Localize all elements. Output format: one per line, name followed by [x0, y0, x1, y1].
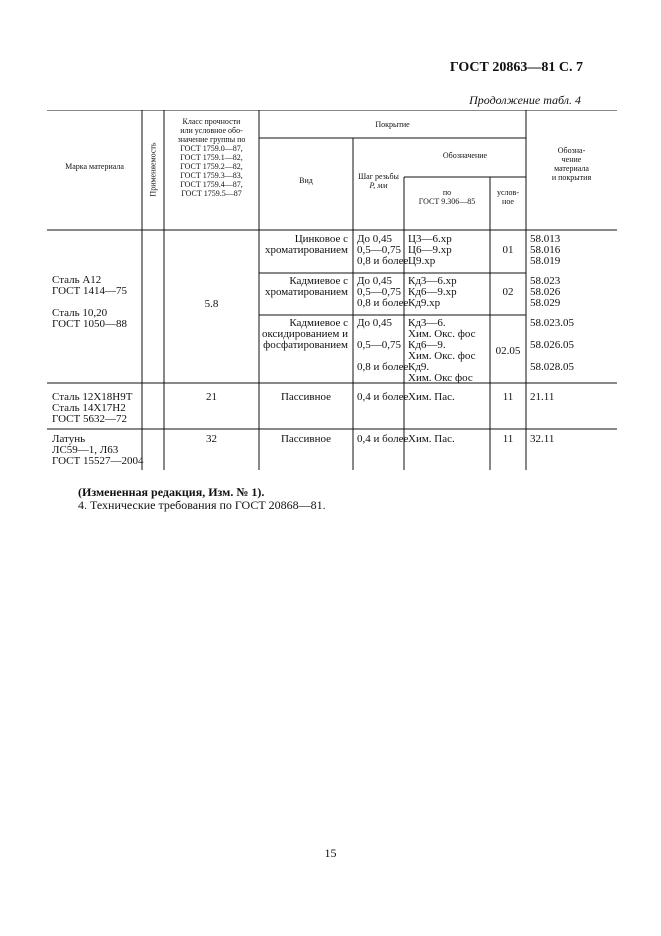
gost-cadmium-ox-1: Кд3—6.: [408, 317, 446, 329]
gost-cadmium-ox-2: Хим. Окс. фос: [408, 328, 476, 340]
material-stainless-2: Сталь 14Х17Н2: [52, 402, 126, 414]
header-kind: Вид: [299, 176, 313, 185]
gost-cadmium-3: Кд9.хр: [408, 297, 441, 309]
gost-cadmium-ox-5: Кд9.: [408, 361, 430, 373]
code-cadmium-ox-3: 58.028.05: [530, 361, 574, 373]
gost-brass: Хим. Пас.: [408, 433, 455, 445]
cond-cadmium-ox: 02.05: [495, 345, 521, 357]
header-pitch: Шаг резьбы P, мм: [358, 172, 399, 190]
cond-stainless: 11: [502, 391, 514, 403]
strength-5-8: 5.8: [204, 298, 219, 310]
header-material-coating: Обозна- чение материала и покрытия: [551, 146, 592, 182]
gost-stainless: Хим. Пас.: [408, 391, 455, 403]
material-brass-3: ГОСТ 15527—2004: [52, 455, 144, 467]
page-number: 15: [324, 846, 337, 860]
gost-cadmium-ox-3: Кд6—9.: [408, 339, 446, 351]
code-zinc-1: 58.013: [530, 233, 561, 245]
pitch-cadmium-2: 0,5—0,75: [357, 286, 401, 298]
code-zinc-2: 58.016: [530, 244, 561, 256]
kind-cadmium-line2: хроматированием: [264, 286, 348, 298]
cond-cadmium: 02: [502, 286, 514, 298]
kind-brass: Пассивное: [280, 433, 332, 445]
requirements-note: 4. Технические требования по ГОСТ 20868—81.: [78, 498, 326, 512]
pitch-brass: 0,4 и более: [357, 433, 409, 445]
material-stainless-1: Сталь 12Х18Н9Т: [52, 391, 133, 403]
pitch-cadmium-3: 0,8 и более: [357, 297, 409, 309]
cond-brass: 11: [502, 433, 514, 445]
header-designation-cond: услов- ное: [497, 188, 519, 206]
gost-zinc-2: Ц6—9.хр: [408, 244, 452, 256]
header-designation-gost: по ГОСТ 9.306—85: [418, 188, 476, 206]
kind-cadmium-ox-line1: Кадмиевое с: [289, 317, 348, 329]
code-cadmium-1: 58.023: [530, 275, 561, 287]
code-stainless: 21.11: [530, 391, 555, 403]
pitch-stainless: 0,4 и более: [357, 391, 409, 403]
pitch-cadmium-ox-2: 0,5—0,75: [357, 339, 401, 351]
header-applicability: Применяемость: [148, 142, 158, 197]
table-continuation-label: Продолжение табл. 4: [469, 93, 581, 107]
header-designation: Обозначение: [442, 151, 488, 160]
kind-cadmium-line1: Кадмиевое с: [289, 275, 348, 287]
header-material: Марка материала: [65, 162, 124, 171]
gost-cadmium-ox-4: Хим. Окс. фос: [408, 350, 476, 362]
header-coating: Покрытие: [375, 120, 410, 129]
code-brass: 32.11: [530, 433, 555, 445]
pitch-cadmium-ox-3: 0,8 и более: [357, 361, 409, 373]
pitch-zinc-1: До 0,45: [357, 233, 393, 245]
kind-stainless: Пассивное: [280, 391, 332, 403]
strength-32: 32: [206, 433, 217, 445]
code-cadmium-3: 58.029: [530, 297, 561, 309]
kind-zinc-line2: хроматированием: [264, 244, 348, 256]
material-gost-1050: ГОСТ 1050—88: [52, 318, 127, 330]
material-steel-10-20: Сталь 10,20: [52, 307, 108, 319]
header-strength-class: Класс прочности или условное обо- значение группы по ГОСТ 1759.0—87, ГОСТ 1759.1—82, ГОСТ 1759.2—82, ГОСТ 1759.3—83, ГОСТ 1759.4—87, ГОСТ 1759.5—87: [177, 117, 246, 198]
material-steel-a12: Сталь А12: [52, 274, 102, 286]
pitch-cadmium-ox-1: До 0,45: [357, 317, 393, 329]
gost-zinc-3: Ц9.хр: [408, 255, 436, 267]
kind-cadmium-ox-line2: оксидированием и: [261, 328, 348, 340]
gost-zinc-1: Ц3—6.хр: [408, 233, 452, 245]
kind-cadmium-ox-line3: фосфатированием: [263, 339, 348, 351]
material-brass-1: Латунь: [52, 433, 86, 445]
code-cadmium-2: 58.026: [530, 286, 561, 298]
pitch-cadmium-1: До 0,45: [357, 275, 393, 287]
code-cadmium-ox-1: 58.023.05: [530, 317, 574, 329]
gost-cadmium-ox-6: Хим. Окс фос: [408, 372, 473, 384]
material-brass-2: ЛС59—1, Л63: [52, 444, 119, 456]
coating-table: [47, 110, 617, 470]
pitch-zinc-2: 0,5—0,75: [357, 244, 401, 256]
document-header: ГОСТ 20863—81 С. 7: [449, 60, 583, 75]
gost-cadmium-2: Кд6—9.хр: [408, 286, 457, 298]
material-stainless-3: ГОСТ 5632—72: [52, 413, 127, 425]
code-zinc-3: 58.019: [530, 255, 561, 267]
cond-zinc: 01: [502, 244, 514, 256]
code-cadmium-ox-2: 58.026.05: [530, 339, 574, 351]
kind-zinc-line1: Цинковое с: [294, 233, 348, 245]
pitch-zinc-3: 0,8 и более: [357, 255, 409, 267]
strength-21: 21: [206, 391, 217, 403]
material-gost-1414: ГОСТ 1414—75: [52, 285, 127, 297]
gost-cadmium-1: Кд3—6.хр: [408, 275, 457, 287]
amendment-note: (Измененная редакция, Изм. № 1).: [78, 485, 265, 499]
